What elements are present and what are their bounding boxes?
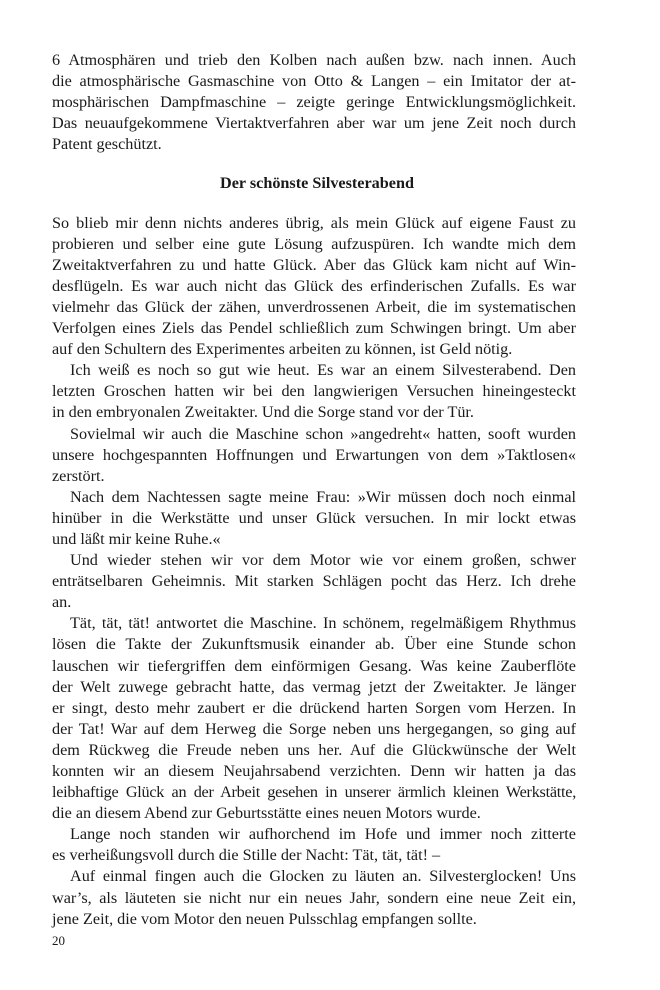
text-line: Ich weiß es noch so gut wie heut. Es war an einem Silvesterabend. Den	[70, 361, 576, 380]
text-line: vielmehr das Glück der zähen, unverdrossenen Arbeit, die im systematischen	[52, 297, 576, 316]
text-line: in den embryonalen Zweitakter. Und die Sorge stand vor der Tür.	[52, 403, 474, 422]
text-line: auf den Schultern des Experimentes arbeiten zu können, ist Geld nötig.	[52, 340, 513, 359]
text-line: probieren und selber eine gute Lösung aufzuspüren. Ich wandte mich dem	[52, 234, 576, 253]
text-line: mosphärischen Dampfmaschine – zeigte geringe Entwicklungsmöglichkeit.	[52, 93, 576, 112]
text-line: jene Zeit, die vom Motor den neuen Pulsschlag empfangen sollte.	[52, 909, 477, 928]
text-line: Auf einmal fingen auch die Glocken zu läuten an. Silvesterglocken! Uns	[70, 867, 576, 886]
text-line: leibhaftige Glück an der Arbeit gesehen in unserer ärmlich kleinen Werkstätte,	[52, 783, 576, 802]
text-line: Lange noch standen wir aufhorchend im Hofe und immer noch zitterte	[70, 825, 576, 844]
text-line: letzten Groschen hatten wir bei den langwierigen Versuchen hineingesteckt	[52, 382, 576, 401]
text-line: Und wieder stehen wir vor dem Motor wie vor einem großen, schwer	[70, 551, 576, 570]
book-page	[52, 50, 576, 930]
text-line: Zweitaktverfahren zu und hatte Glück. Aber das Glück kam nicht auf Win-	[52, 255, 576, 274]
text-line: die atmosphärische Gasmaschine von Otto & Langen – ein Imitator der at-	[52, 72, 576, 91]
text-line: unsere hochgespannten Hoffnungen und Erwartungen von dem »Taktlosen«	[52, 445, 576, 464]
text-line: Tät, tät, tät! antwortet die Maschine. In schönem, regelmäßigem Rhythmus	[70, 614, 576, 633]
text-line: konnten wir an diesem Neujahrsabend verzichten. Denn wir hatten ja das	[52, 762, 576, 780]
text-line: es verheißungsvoll durch die Stille der Nacht: Tät, tät, tät! –	[52, 846, 441, 865]
text-line: war’s, als läuteten sie nicht nur ein neues Jahr, sondern eine neue Zeit ein,	[52, 888, 576, 907]
page-number: 20	[52, 933, 65, 948]
text-line: zerstört.	[52, 466, 105, 485]
text-line: Sovielmal wir auch die Maschine schon »angedreht« hatten, sooft wurden	[70, 424, 576, 443]
text-line: lösen die Takte der Zukunftsmusik einander ab. Über eine Stunde schon	[52, 635, 576, 654]
text-line: 6 Atmosphären und trieb den Kolben nach außen bzw. nach innen. Auch	[52, 51, 576, 69]
text-line: an.	[52, 593, 72, 612]
text-line: Nach dem Nachtessen sagte meine Frau: »Wir müssen doch noch einmal	[70, 487, 576, 506]
text-line: dem Rückweg die Freude neben uns her. Auf die Glückwünsche der Welt	[52, 740, 576, 759]
text-line: enträtselbaren Geheimnis. Mit starken Schlägen pocht das Herz. Ich drehe	[52, 572, 576, 591]
text-line: der Welt zuwege gebracht hatte, das vermag jetzt der Zweitakter. Je länger	[52, 677, 576, 696]
text-line: hinüber in die Werkstätte und unser Glück versuchen. In mir lockt etwas	[52, 508, 576, 527]
text-line: desflügeln. Es war auch nicht das Glück des erfinderischen Zufalls. Es war	[52, 276, 576, 295]
text-line: die an diesem Abend zur Geburtsstätte eines neuen Motors wurde.	[52, 804, 481, 823]
text-line: er singt, desto mehr zaubert er die drückend harten Sorgen vom Herzen. In	[52, 698, 576, 717]
text-line: der Tat! War auf dem Herweg die Sorge neben uns hergegangen, so ging auf	[52, 719, 576, 738]
section-heading: Der schönste Silvesterabend	[220, 174, 414, 193]
text-line: Patent geschützt.	[52, 135, 162, 154]
text-line: So blieb mir denn nichts anderes übrig, als mein Glück auf eigene Faust zu	[52, 213, 576, 232]
text-line: lauschen wir tiefergriffen dem einförmigen Gesang. Was keine Zauberflöte	[52, 656, 576, 675]
text-line: Verfolgen eines Ziels das Pendel schließlich zum Schwingen bringt. Um aber	[52, 319, 576, 338]
text-line: und läßt mir keine Ruhe.«	[52, 529, 221, 548]
text-line: Das neuaufgekommene Viertaktverfahren aber war um jene Zeit noch durch	[52, 114, 576, 133]
